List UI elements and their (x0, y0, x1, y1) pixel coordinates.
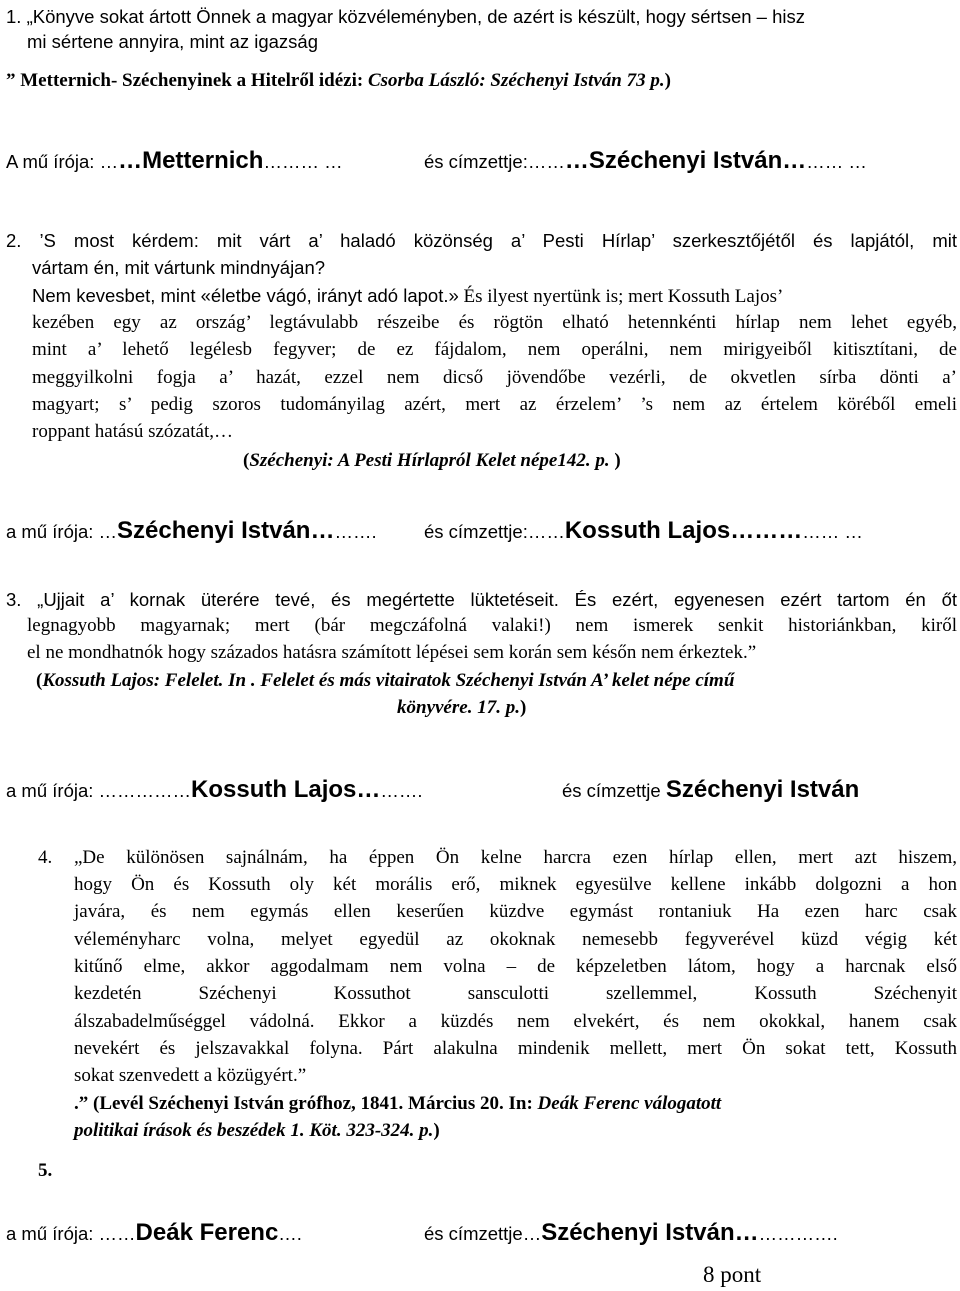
q2-line3: Nem kevesbet, mint «életbe vágó, irányt adó lapot.» És ilyest nyertünk is; mert Kossuth Lajos’ (32, 285, 784, 307)
q2-line5: mint a’ lehető legélesb fegyver; de ez fájdalom, nem operálni, nem mirigyeiből kitisztítani, de (32, 339, 957, 360)
q4-line4: véleményharc volna, melyet egyedül az okoknak nemesebb fegyverével küzd végig két (74, 929, 957, 950)
q4-recipient-row: és címzettje…Széchenyi István……………. (424, 1219, 838, 1246)
q4-line7: álszabadelműséggel vádolná. Ekkor a küzdés nem elvekért, és nem okokkal, hanem csak (74, 1011, 957, 1032)
q3-recipient: Széchenyi István (665, 776, 860, 803)
q4-line8: nevekért és jelszavakkal folyna. Párt alakulna mindenik mellett, mert Ön sokat tett, Kossuth (74, 1038, 957, 1059)
q4-line5: kitűnő elme, akkor aggodalmam nem volna – de képzeletben látom, hogy a harcnak első (74, 956, 957, 977)
q2-line6: meggyilkolni fogja a’ hazát, ezzel nem dicső jövendőbe vezérli, de okvetlen sírba dönti a’ (32, 367, 957, 388)
q4-number: 4. (38, 847, 53, 868)
q3-source-line2: könyvére. 17. p.) (397, 697, 527, 718)
q1-author-row: A mű írója: ……Metternich……… … (6, 147, 343, 174)
q2-line7: magyart; s’ pedig szoros tudományilag azért, mert az érzelem’ ’s nem az értelem köréből emeli (32, 394, 957, 415)
q1-recipient: …Széchenyi István… (564, 147, 807, 174)
q2-recipient: Kossuth Lajos……… (564, 517, 803, 544)
q1-author: …Metternich (118, 147, 264, 174)
q4-line6: kezdetén Széchenyi Kossuthot sansculotti szellemmel, Kossuth Széchenyit (74, 983, 957, 1004)
q2-recipient-row: és címzettje:……Kossuth Lajos…………… … (424, 517, 863, 544)
q2-line2: vártam én, mit vártunk mindnyájan? (32, 257, 326, 278)
q2-line4: kezében egy az ország’ legtávulabb részeibe és rögtön elható hetennkénti hírlap nem lehet egyéb, (32, 312, 957, 333)
q4-source-line1: .” (Levél Széchenyi István grófhoz, 1841. Március 20. In: Deák Ferenc válogatott (74, 1093, 722, 1114)
q2-line1: 2. ’S most kérdem: mit várt a’ haladó közönség a’ Pesti Hírlap’ szerkesztőjétől és lapjától, mit (6, 230, 957, 251)
q4-line1: „De különösen sajnálnám, ha éppen Ön kelne harcra ezen hírlap ellen, mert azt hiszem, (74, 847, 957, 868)
q3-author-row: a mű írója: ……………Kossuth Lajos………. (6, 776, 423, 803)
q1-source: ” Metternich- Széchenyinek a Hitelről idézi: Csorba László: Széchenyi István 73 p.) (6, 70, 671, 91)
q4-line9: sokat szenvedett a közügyért.” (74, 1065, 307, 1086)
q3-line2: legnagyobb magyarnak; mert (bár megczáfolná valaki!) nem ismerek senkit historiánkban, kiről (27, 615, 957, 636)
q2-author-row: a mű írója: …Széchenyi István………. (6, 517, 377, 544)
q2-line8: roppant hatású szózatát,… (32, 421, 234, 442)
q2-author: Széchenyi István… (117, 517, 335, 544)
q3-line3: el ne mondhatnók hogy százados hatásra számított lépései sem korán sem későn nem érkeztek.” (27, 642, 757, 663)
q4-recipient: Széchenyi István… (541, 1219, 759, 1246)
q2-source: (Széchenyi: A Pesti Hírlapról Kelet népe142. p. ) (243, 450, 621, 471)
q4-source-line2: politikai írások és beszédek 1. Köt. 323-324. p.) (74, 1120, 440, 1141)
q4-author-row: a mű írója: ……Deák Ferenc…. (6, 1219, 302, 1246)
q5-number: 5. (38, 1160, 53, 1181)
q1-number: 1. (6, 6, 22, 27)
q4-author: Deák Ferenc (135, 1219, 279, 1246)
q3-author: Kossuth Lajos… (191, 776, 381, 803)
q4-line2: hogy Ön és Kossuth oly két morális erő, miknek egyesülve kellene inkább dolgozni a hon (74, 874, 957, 895)
score-label: 8 pont (703, 1262, 762, 1287)
q1-quote-line2: mi sértene annyira, mint az igazság (27, 31, 318, 52)
q4-line3: javára, és nem egymás ellen keserűen küzdve egymást rontaniuk Ha ezen harc csak (74, 901, 957, 922)
q1-recipient-row: és címzettje:………Széchenyi István……… … (424, 147, 867, 174)
q3-source-line1: (Kossuth Lajos: Felelet. In . Felelet és más vitairatok Széchenyi István A’ kelet népe című (36, 670, 735, 691)
q3-line1: 3. „Ujjait a’ kornak üterére tevé, és megértette lüktetéseit. És ezért, egyenesen ezért tartom én őt (6, 589, 957, 610)
q3-recipient-row: és címzettje Széchenyi István (562, 776, 860, 803)
q1-quote-line1: 1. „Könyve sokat ártott Önnek a magyar közvéleményben, de azért is készült, hogy sértsen – hisz (6, 6, 805, 27)
